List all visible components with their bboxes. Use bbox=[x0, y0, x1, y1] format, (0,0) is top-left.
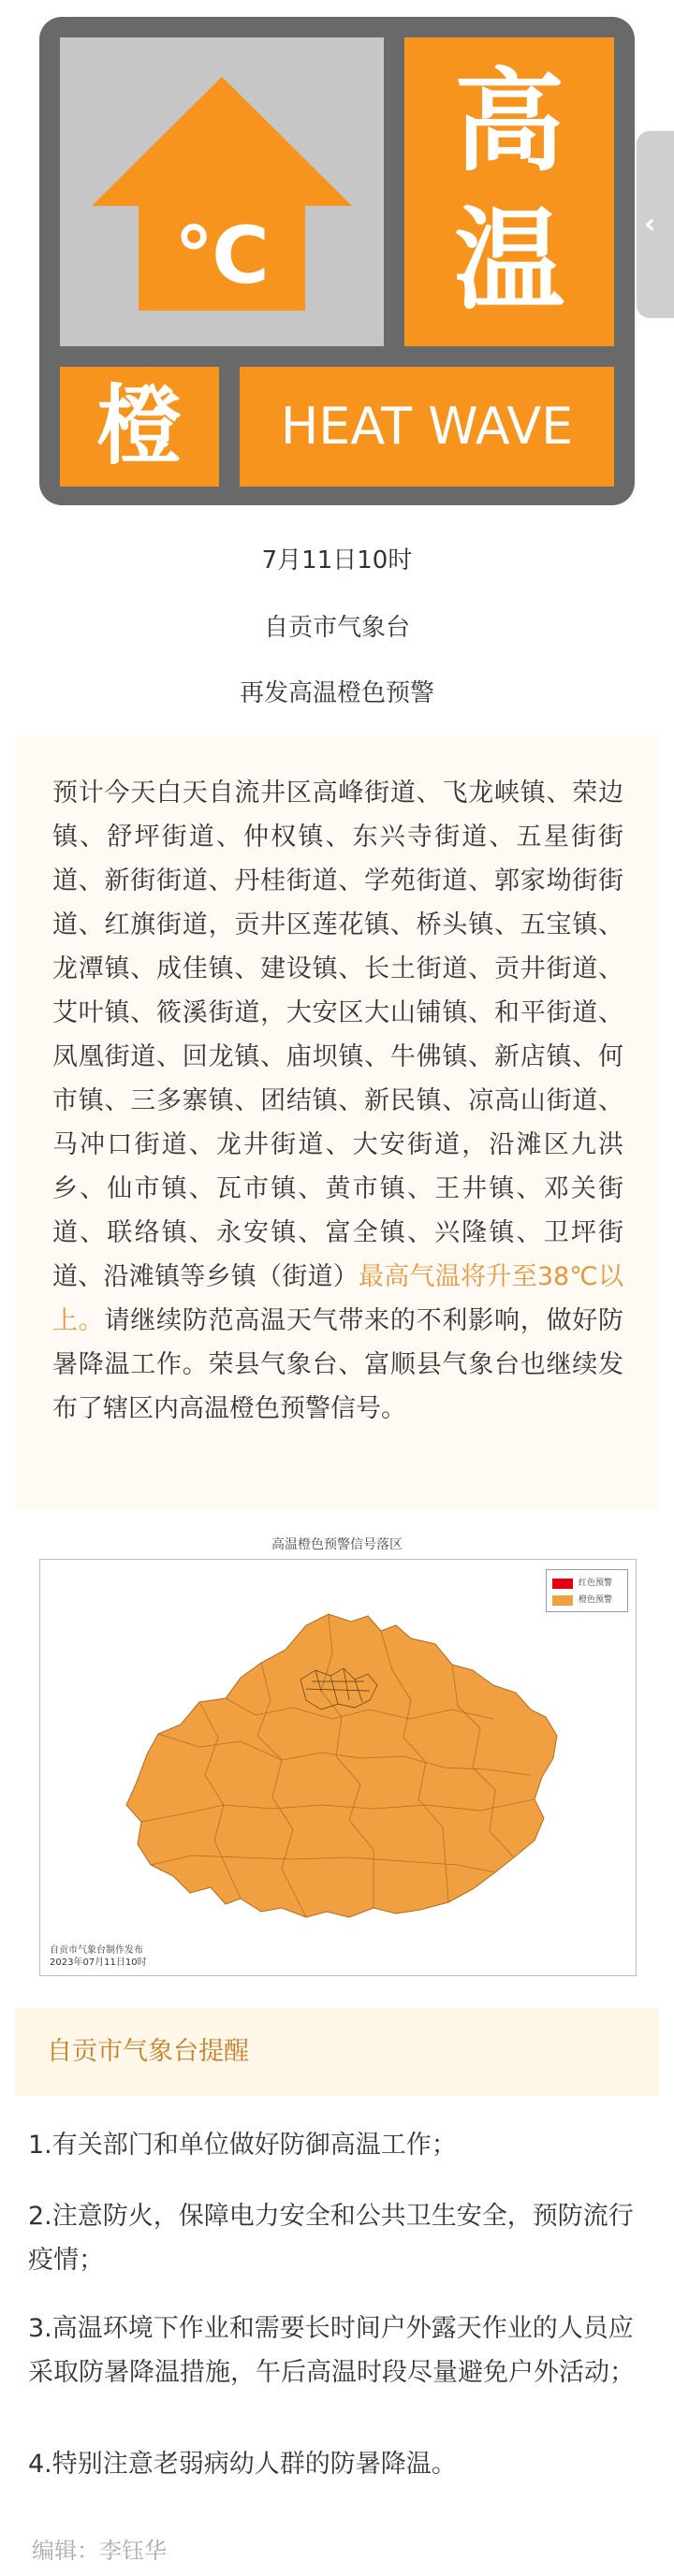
signal-char-orange: 橙 bbox=[95, 376, 183, 476]
signal-char-high: 高 bbox=[453, 57, 564, 186]
warning-area-map[interactable] bbox=[39, 1559, 637, 1976]
agency-name: 自贡市气象台 bbox=[263, 614, 410, 642]
reminder-header bbox=[15, 2008, 659, 2096]
signal-thermometer-panel bbox=[60, 37, 384, 346]
headline: 再发高温橙色预警 bbox=[239, 679, 434, 707]
reminder-item-4: 4.特别注意老弱病幼人群的防暑降温。 bbox=[28, 2450, 457, 2479]
editor-credit: 编辑：李钰华 bbox=[32, 2538, 167, 2564]
signal-high-temp-panel bbox=[404, 37, 614, 346]
signal-english-label: HEAT WAVE bbox=[280, 397, 574, 456]
forecast-text-part1: 预计今天白天自流井区高峰街道、飞龙峡镇、荣边镇、舒坪街道、仲权镇、东兴寺街道、五星街街道、新街街道、丹桂街道、学苑街道、郭家坳街街道、红旗街道，贡井区莲花镇、桥头镇、五宝镇、龙潭镇、成佳镇、建设镇、长土街道、贡井街道、艾叶镇、筱溪街道，大安区大山铺镇、和平街道、凤凰街道、回龙镇、庙坝镇、牛佛镇、新店镇、何市镇、三多寨镇、团结镇、新民镇、凉高山街道、马冲口街道、龙井街道、大安街道，沿滩区九洪乡、仙市镇、瓦市镇、黄市镇、王井镇、邓关街道、联络镇、永安镇、富全镇、兴隆镇、卫坪街道、沿滩镇等乡镇（街道） bbox=[52, 779, 623, 1291]
celsius-symbol: ℃ bbox=[174, 210, 270, 301]
legend-label-red: 红色预警 bbox=[579, 1579, 613, 1588]
legend-swatch-orange bbox=[552, 1595, 573, 1606]
up-arrow-icon bbox=[60, 37, 384, 346]
map-legend bbox=[546, 1569, 628, 1612]
reminder-item-3: 3.高温环境下作业和需要长时间户外露天作业的人员应采取防暑降温措施，午后高温时段尽量避免户外活动； bbox=[28, 2314, 635, 2387]
signal-char-temp: 温 bbox=[453, 196, 564, 325]
forecast-card bbox=[15, 735, 659, 1508]
legend-label-orange: 橙色预警 bbox=[579, 1595, 613, 1605]
heat-wave-orange-signal bbox=[39, 17, 635, 505]
chevron-left-icon: ‹ bbox=[644, 208, 656, 240]
reminder-heading: 自贡市气象台提醒 bbox=[47, 2037, 249, 2066]
forecast-highlight: 最高气温将升至38℃以上。 bbox=[52, 1262, 624, 1335]
signal-orange-panel bbox=[60, 367, 219, 487]
map-graphic bbox=[40, 1560, 636, 1975]
reminder-item-2: 2.注意防火，保障电力安全和公共卫生安全，预防流行疫情； bbox=[28, 2202, 634, 2275]
map-title: 高温橙色预警信号落区 bbox=[271, 1537, 403, 1552]
map-footer-publisher: 自贡市气象台制作发布 bbox=[50, 1945, 143, 1956]
legend-swatch-red bbox=[552, 1579, 573, 1589]
release-date: 7月11日10时 bbox=[261, 546, 413, 575]
map-footer-time: 2023年07月11日10时 bbox=[50, 1957, 147, 1968]
reminder-item-1: 1.有关部门和单位做好防御高温工作； bbox=[28, 2131, 457, 2160]
forecast-text-part2: 请继续防范高温天气带来的不利影响，做好防暑降温工作。荣县气象台、富顺县气象台也继续发布了辖区内高温橙色预警信号。 bbox=[52, 1306, 624, 1423]
forecast-paragraph bbox=[52, 771, 623, 1431]
signal-heat-wave-panel bbox=[240, 367, 614, 487]
side-drawer-handle[interactable] bbox=[637, 131, 674, 318]
